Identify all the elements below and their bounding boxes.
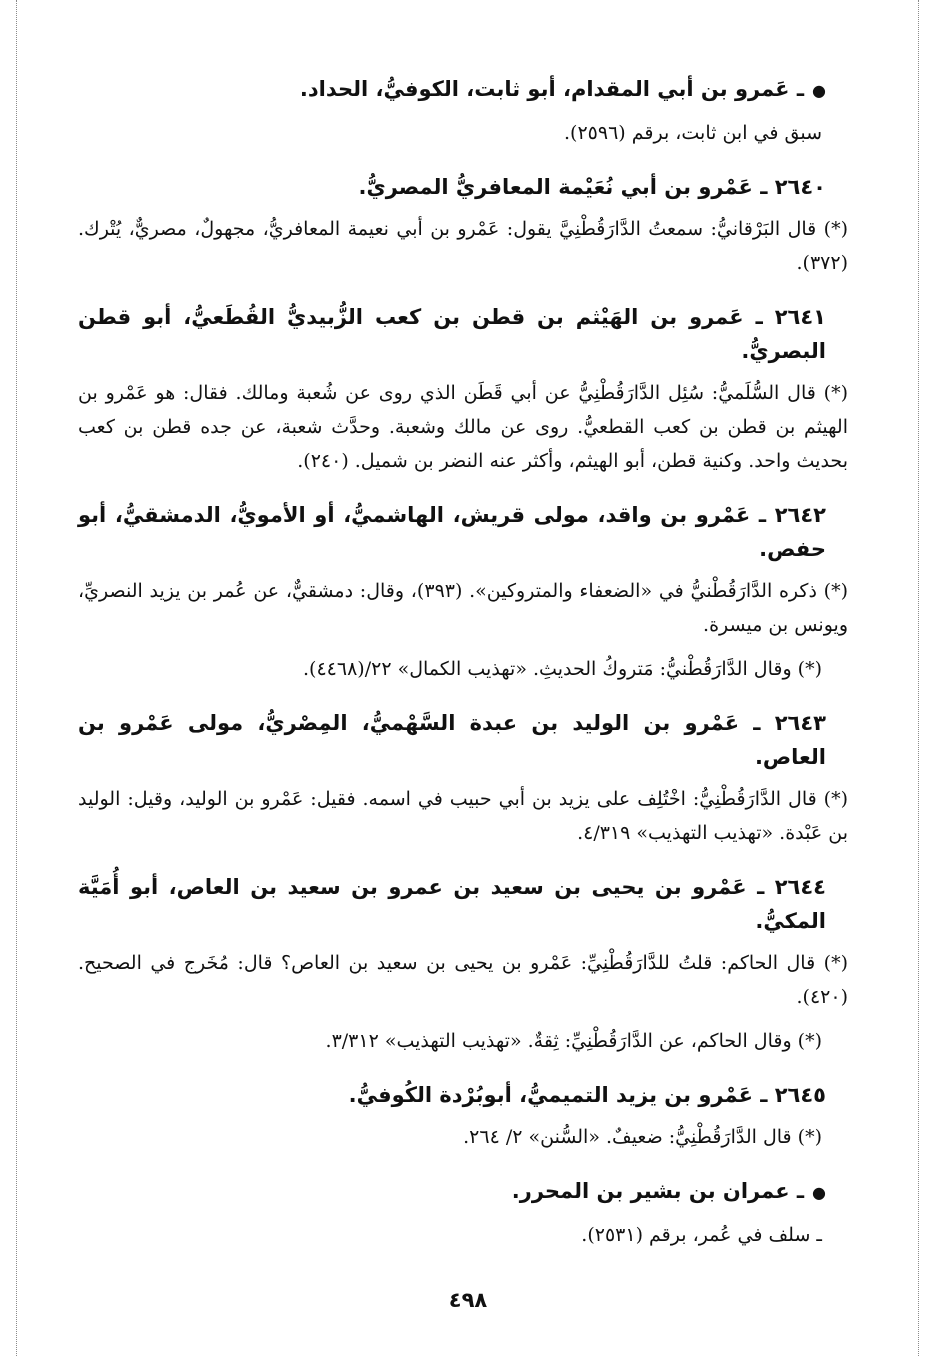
entry-heading: ٢٦٤٤ ـ عَمْرو بن يحيى بن سعيد بن عمرو بن سعيد بن العاص، أبو أُمَيَّة المكيُّ. (78, 875, 826, 933)
entry-amr-abi-almiqdam (78, 72, 848, 150)
entry-heading: ٢٦٤٠ ـ عَمْرو بن أبي نُعَيْمة المعافريُّ المصريُّ. (358, 175, 826, 199)
entry-heading: ● ـ عَمرو بن أبي المقدام، أبو ثابت، الكوفيُّ، الحداد. (78, 72, 848, 108)
entry-2645 (78, 1078, 848, 1154)
entry-heading: ٢٦٤١ ـ عَمرو بن الهَيْثم بن قطن بن كعب الزُّبيديُّ القُطَعيُّ، أبو قطن البصريُّ. (78, 305, 826, 363)
margin-guide-left (16, 0, 17, 1356)
entry-text: (*) ذكره الدَّارَقُطْنيُّ في «الضعفاء والمتروكين». (٣٩٣)، وقال: دمشقيٌّ، عن عُمر بن يزيد النصريِّ، ويونس بن ميسرة. (78, 580, 848, 636)
entry-text: ـ سلف في عُمر، برقم (٢٥٣١). (581, 1224, 822, 1246)
entry-2642 (78, 498, 848, 686)
page-number: ٤٩٨ (448, 1288, 488, 1312)
entry-2641 (78, 300, 848, 478)
entry-text: سبق في ابن ثابت، برقم (٢٥٩٦). (564, 122, 822, 144)
entry-text-secondary: (*) وقال الدَّارَقُطْنيُّ: مَتروكُ الحديثِ. «تهذيب الكمال» ٢٢/(٤٤٦٨). (303, 658, 822, 680)
entry-heading: ٢٦٤٢ ـ عَمْرو بن واقد، مولى قريش، الهاشميُّ، أو الأمويُّ، الدمشقيُّ، أبو حفص. (78, 503, 826, 561)
entry-imran-bashir (78, 1174, 848, 1252)
entry-text-secondary: (*) وقال الحاكم، عن الدَّارَقُطْنِيِّ: ثِقةٌ. «تهذيب التهذيب» ٣/٣١٢. (325, 1030, 822, 1052)
entry-2643 (78, 706, 848, 850)
entry-heading: ٢٦٤٣ ـ عَمْرو بن الوليد بن عبدة السَّهْميُّ، المِصْريُّ، مولى عَمْرو بن العاص. (78, 711, 826, 769)
entry-text: (*) قال الحاكم: قلتُ للدَّارَقُطْنِيِّ: عَمْرو بن يحيى بن سعيد بن العاص؟ قال: مُخَرج في الصحيح. (٤٢٠). (78, 952, 848, 1008)
margin-guide-right (918, 0, 919, 1356)
entry-text: (*) قال السُّلَميُّ: سُئِل الدَّارَقُطْنِيُّ عن أبي قَطَن الذي روى عن شُعبة ومالك. فقال: هو عَمْرو بن الهيثم بن قطن بن كعب القطعيُّ. روى عن مالك وشعبة. وحدَّث شعبة، عن جده قطن بن كعب بحديث واحد. وكنية قطن، أبو الهيثم، وأكثر عنه النضر بن شميل. (٢٤٠). (78, 382, 848, 472)
entry-text: (*) قال البَرْقانيُّ: سمعتُ الدَّارَقُطْنِيَّ يقول: عَمْرو بن أبي نعيمة المعافريُّ، مجهولٌ، مصريٌّ، يُتْرك. (٣٧٢). (78, 218, 848, 274)
entry-text: (*) قال الدَّارَقُطْنِيُّ: ضعيفٌ. «السُّنن» ٢/ ٢٦٤. (463, 1126, 822, 1148)
entry-2644 (78, 870, 848, 1058)
entry-heading: ٢٦٤٥ ـ عَمْرو بن يزيد التميميُّ، أبوبُرْدة الكُوفيُّ. (348, 1083, 826, 1107)
entry-2640 (78, 170, 848, 280)
page-content (78, 72, 848, 1262)
entry-text: (*) قال الدَّارَقُطْنِيُّ: اخْتُلِف على يزيد بن أبي حبيب في اسمه. فقيل: عَمْرو بن الوليد، وقيل: الوليد بن عَبْدة. «تهذيب التهذيب» ٤/٣١٩. (78, 788, 848, 844)
entry-heading: ● ـ عمران بن بشير بن المحرر. (78, 1174, 848, 1210)
